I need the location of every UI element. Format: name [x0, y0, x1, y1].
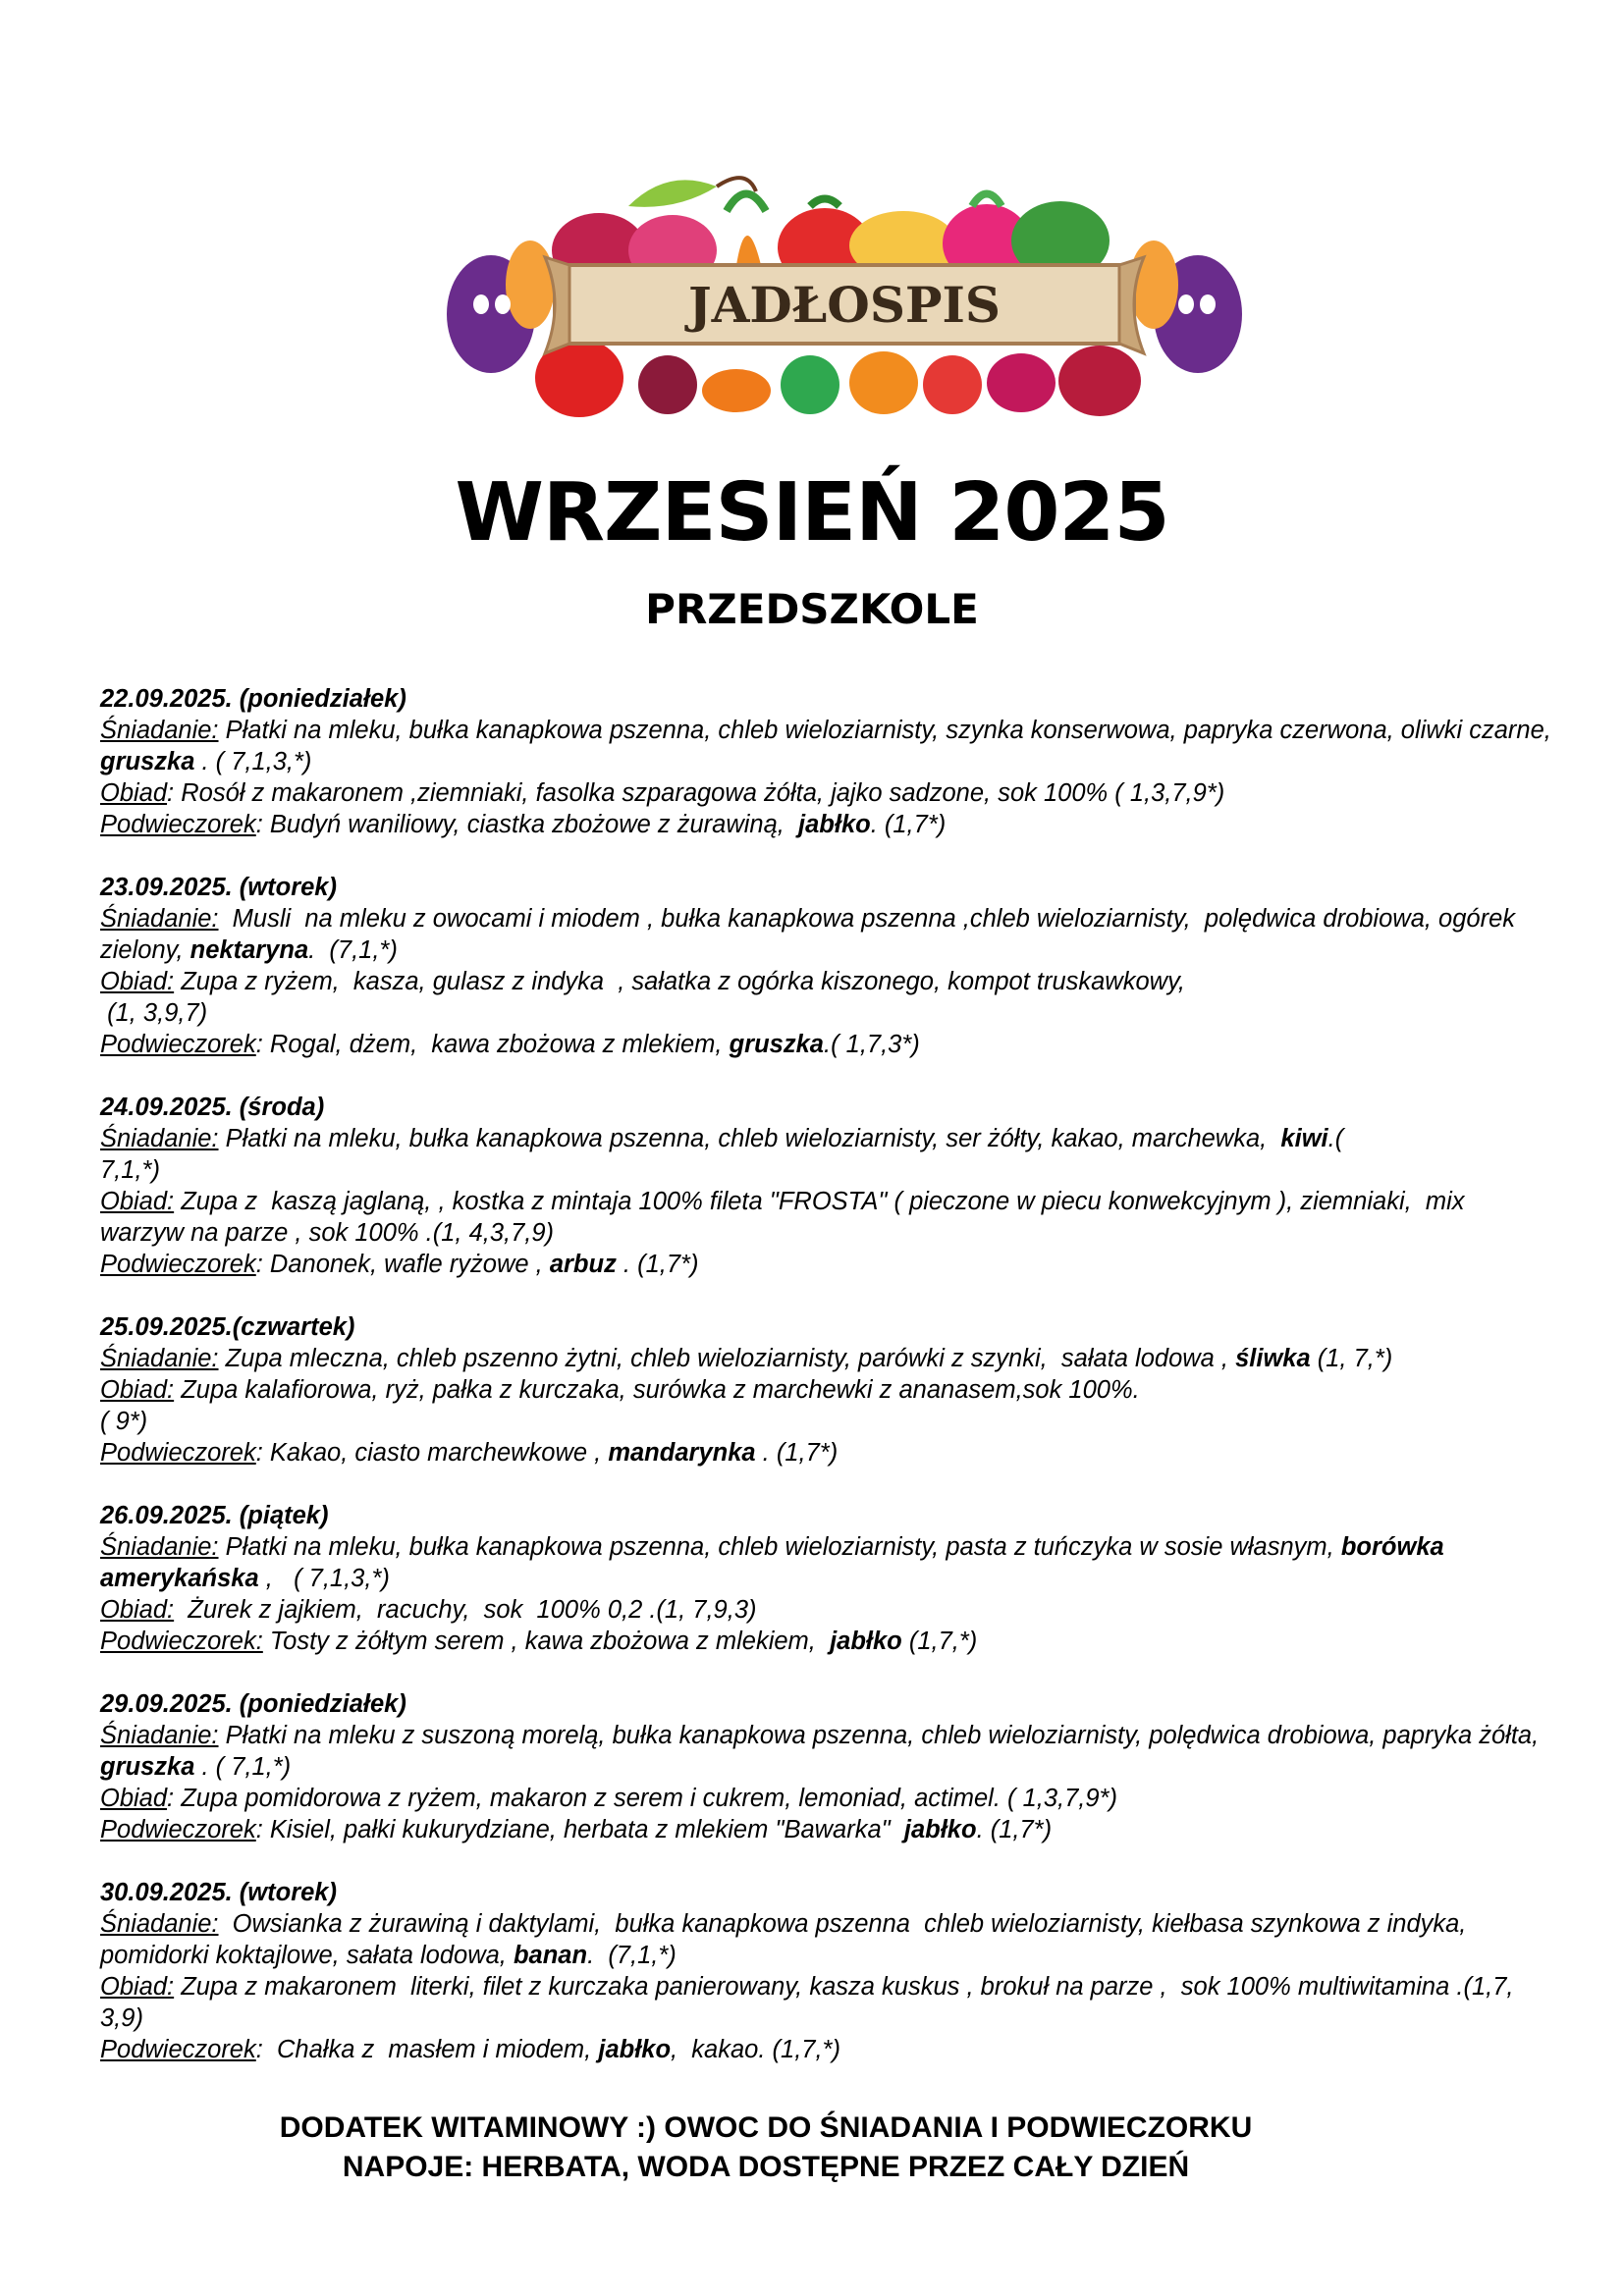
meal-label: Obiad: [100, 1376, 175, 1404]
menu-day [100, 872, 1553, 1060]
meal-label: Obiad: [100, 1596, 175, 1624]
fruit-highlight: jabłko [830, 1628, 902, 1655]
meal-label: Obiad [100, 1785, 168, 1812]
meal-line [100, 1908, 1553, 1971]
meal-line [100, 1123, 1553, 1186]
meal-label: Podwieczorek [100, 1251, 256, 1278]
meal-label: Śniadanie: [100, 905, 219, 933]
meal-line [100, 1594, 1553, 1626]
meal-text: Musli na mleku z owocami i miodem , bułka kanapkowa pszenna ,chleb wieloziarnisty, polędwica drobiowa, ogórek zielony, [100, 905, 1523, 964]
fruit-highlight: mandarynka [608, 1439, 756, 1467]
fruit-highlight: jabłko [798, 811, 871, 838]
day-date: 22.09.2025. (poniedziałek) [100, 685, 406, 713]
meal-text: Zupa z kaszą jaglaną, , kostka z mintaja 100% fileta "FROSTA" ( pieczone w piecu konwekcyjnym ), ziemniaki, mix warzyw na parze , sok 100% .(1, 4,3,7,9) [100, 1188, 1472, 1247]
meal-text: .( [1327, 1125, 1344, 1152]
meal-text: . ( 7,1,*) [194, 1753, 292, 1781]
meal-text: Owsianka z żurawiną i daktylami, bułka kanapkowa pszenna chleb wieloziarnisty, kiełbasa szynkowa z indyka, pomidorki koktajlowe, sałata lodowa, [100, 1910, 1474, 1969]
meal-label: Obiad: [100, 1188, 175, 1215]
meal-text: Zupa kalafiorowa, ryż, pałka z kurczaka, surówka z marchewki z ananasem,sok 100%. [174, 1376, 1140, 1404]
meal-text: : Rogal, dżem, kawa zbożowa z mlekiem, [255, 1031, 730, 1058]
meal-line [100, 1186, 1553, 1249]
meal-text: : Zupa pomidorowa z ryżem, makaron z serem i cukrem, lemoniad, actimel. ( 1,3,7,9*) [167, 1785, 1117, 1812]
meal-text: .( 1,7,3*) [823, 1031, 920, 1058]
meal-line [100, 903, 1553, 966]
meal-label: Podwieczorek [100, 1439, 256, 1467]
menu-day [100, 1688, 1553, 1845]
meal-label: Podwieczorek [100, 1031, 256, 1058]
meal-text: . (1,7*) [976, 1816, 1053, 1843]
menu-day [100, 1877, 1553, 2065]
meal-text: ( 9*) [100, 1408, 148, 1435]
menu-list [100, 683, 1558, 2097]
meal-text: . (1,7*) [616, 1251, 699, 1278]
page-title: WRZESIEŃ 2025 [455, 466, 1169, 560]
meal-label: Podwieczorek: [100, 1628, 263, 1655]
meal-line [100, 777, 1553, 809]
meal-line [100, 1374, 1553, 1437]
meal-text: Płatki na mleku, bułka kanapkowa pszenna, chleb wieloziarnisty, szynka konserwowa, papryka czerwona, oliwki czarne, [218, 717, 1558, 744]
meal-text: . ( 7,1,3,*) [194, 748, 312, 775]
meal-line [100, 1249, 1553, 1280]
meal-line [100, 1029, 1553, 1060]
meal-label: Śniadanie: [100, 717, 219, 744]
meal-label: Śniadanie: [100, 1125, 219, 1152]
meal-text: . (7,1,*) [308, 936, 398, 964]
fruit-highlight: śliwka [1235, 1345, 1311, 1372]
fruit-highlight: arbuz [549, 1251, 617, 1278]
meal-text: 7,1,*) [100, 1156, 160, 1184]
meal-label: Śniadanie: [100, 1722, 219, 1749]
meal-text: Zupa z ryżem, kasza, gulasz z indyka , sałatka z ogórka kiszonego, kompot truskawkowy, [174, 968, 1186, 995]
menu-day [100, 1092, 1553, 1280]
fruit-highlight: banan [513, 1942, 588, 1969]
meal-text: Zupa mleczna, chleb pszenno żytni, chleb wieloziarnisty, parówki z szynki, sałata lodowa , [218, 1345, 1236, 1372]
meal-text: : Kisiel, pałki kukurydziane, herbata z mlekiem "Bawarka" [255, 1816, 904, 1843]
logo-text: JADŁOSPIS [687, 276, 1001, 334]
meal-label: Podwieczorek [100, 1816, 256, 1843]
meal-text: : Budyń waniliowy, ciastka zbożowe z żurawiną, [255, 811, 799, 838]
footer-line-2: NAPOJE: HERBATA, WODA DOSTĘPNE PRZEZ CAŁY DZIEŃ [342, 2151, 1190, 2183]
meal-text: . (7,1,*) [587, 1942, 677, 1969]
meal-line [100, 1814, 1553, 1845]
meal-line [100, 1971, 1553, 2034]
day-date: 24.09.2025. (środa) [100, 1094, 325, 1121]
meal-text: . (1,7*) [755, 1439, 839, 1467]
meal-label: Obiad: [100, 1973, 175, 2001]
meal-line [100, 1720, 1553, 1783]
meal-text: Płatki na mleku, bułka kanapkowa pszenna, chleb wieloziarnisty, ser żółty, kakao, marchewka, [218, 1125, 1281, 1152]
meal-text: : Chałka z masłem i miodem, [255, 2036, 599, 2063]
fruit-highlight: nektaryna [189, 936, 309, 964]
meal-text: . (1,7*) [870, 811, 947, 838]
meal-text: Tosty z żółtym serem , kawa zbożowa z mlekiem, [262, 1628, 831, 1655]
fruit-highlight: kiwi [1280, 1125, 1328, 1152]
jadlospis-logo [422, 167, 1267, 432]
meal-text: : Rosół z makaronem ,ziemniaki, fasolka szparagowa żółta, jajko sadzone, sok 100% ( 1,3,7,9*) [167, 779, 1225, 807]
meal-line [100, 1437, 1553, 1468]
meal-line [100, 2034, 1553, 2065]
meal-text: , kakao. (1,7,*) [671, 2036, 840, 2063]
meal-label: Obiad [100, 779, 168, 807]
meal-line [100, 809, 1553, 840]
fruit-highlight: borówka amerykańska [100, 1533, 1451, 1592]
page-subtitle: PRZEDSZKOLE [645, 585, 979, 633]
fruit-highlight: gruszka [100, 1753, 195, 1781]
menu-day [100, 1311, 1553, 1468]
meal-line [100, 1531, 1553, 1594]
day-date: 23.09.2025. (wtorek) [100, 874, 337, 901]
menu-day [100, 1500, 1553, 1657]
meal-text: Żurek z jajkiem, racuchy, sok 100% 0,2 .(1, 7,9,3) [174, 1596, 757, 1624]
day-date: 29.09.2025. (poniedziałek) [100, 1690, 406, 1718]
menu-day [100, 683, 1558, 840]
fruit-highlight: jabłko [598, 2036, 672, 2063]
meal-text: : Danonek, wafle ryżowe , [255, 1251, 550, 1278]
meal-line [100, 715, 1558, 777]
meal-line [100, 1626, 1553, 1657]
meal-text: (1, 3,9,7) [100, 999, 208, 1027]
meal-label: Śniadanie: [100, 1533, 219, 1561]
meal-text: , ( 7,1,3,*) [258, 1565, 390, 1592]
day-date: 30.09.2025. (wtorek) [100, 1879, 337, 1906]
day-date: 26.09.2025. (piątek) [100, 1502, 329, 1529]
meal-text: (1,7,*) [901, 1628, 978, 1655]
meal-label: Śniadanie: [100, 1910, 219, 1938]
meal-text: : Kakao, ciasto marchewkowe , [255, 1439, 609, 1467]
meal-line [100, 966, 1553, 1029]
meal-line [100, 1783, 1553, 1814]
fruit-highlight: jabłko [903, 1816, 977, 1843]
meal-text: Płatki na mleku, bułka kanapkowa pszenna, chleb wieloziarnisty, pasta z tuńczyka w sosie własnym, [218, 1533, 1341, 1561]
meal-label: Obiad: [100, 968, 175, 995]
meal-label: Śniadanie: [100, 1345, 219, 1372]
day-date: 25.09.2025.(czwartek) [100, 1313, 355, 1341]
meal-text: (1, 7,*) [1310, 1345, 1393, 1372]
fruit-highlight: gruszka [729, 1031, 824, 1058]
meal-text: Płatki na mleku z suszoną morelą, bułka kanapkowa pszenna, chleb wieloziarnisty, polędwica drobiowa, papryka żółta, [218, 1722, 1546, 1749]
meal-line [100, 1343, 1553, 1374]
meal-text: Zupa z makaronem literki, filet z kurczaka panierowany, kasza kuskus , brokuł na parze , sok 100% multiwitamina .(1,7, 3,9) [100, 1973, 1521, 2032]
footer [0, 2109, 1532, 2187]
meal-label: Podwieczorek [100, 811, 256, 838]
meal-label: Podwieczorek [100, 2036, 256, 2063]
footer-line-1: DODATEK WITAMINOWY :) OWOC DO ŚNIADANIA I PODWIECZORKU [279, 2111, 1253, 2144]
fruit-highlight: gruszka [100, 748, 195, 775]
